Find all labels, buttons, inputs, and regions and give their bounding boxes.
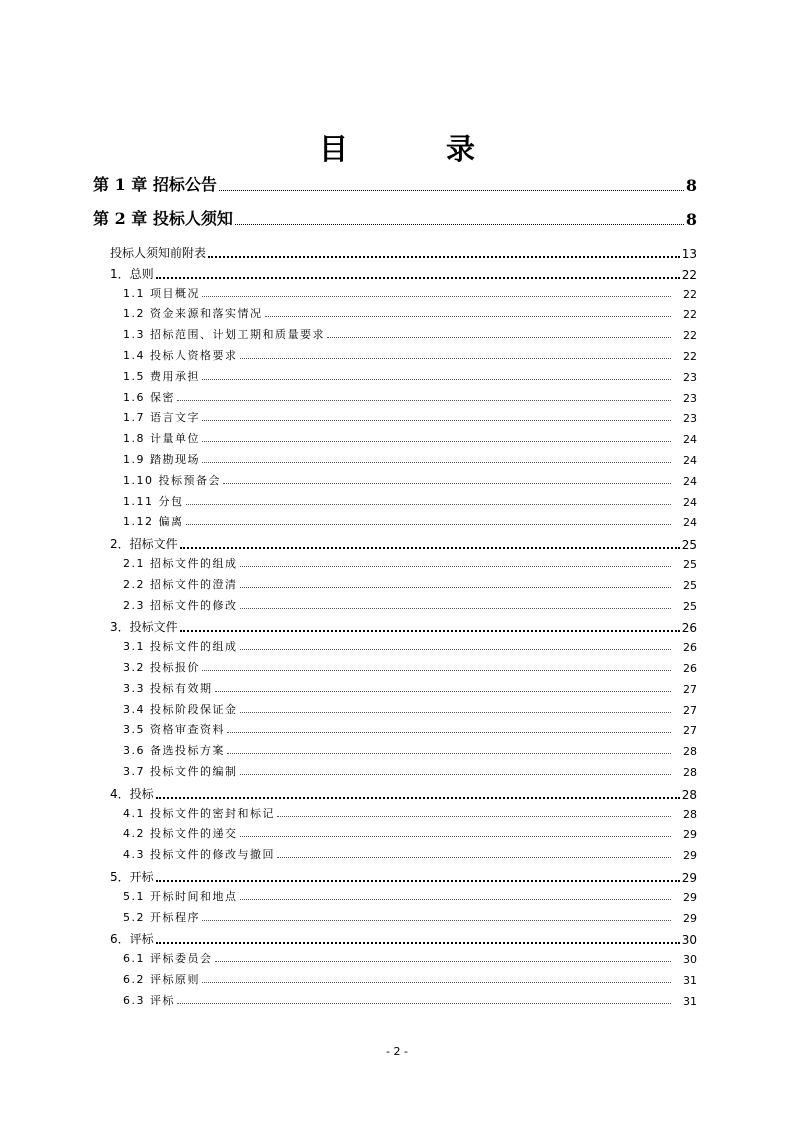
toc-section-entry[interactable] bbox=[110, 264, 697, 282]
toc-page-number: 29 bbox=[683, 890, 697, 904]
toc-section-entry[interactable] bbox=[110, 929, 697, 947]
toc-chapter-label: 第 1 章 招标公告 bbox=[93, 175, 217, 194]
dot-leader bbox=[240, 712, 672, 713]
toc-subsection-entry[interactable] bbox=[123, 597, 697, 613]
dot-leader bbox=[219, 190, 684, 191]
toc-entry-label: 3.3 投标有效期 bbox=[123, 681, 213, 695]
toc-page-number: 22 bbox=[683, 308, 697, 322]
toc-page-number: 29 bbox=[683, 828, 697, 842]
toc-entry-label: 1.1 项目概况 bbox=[123, 286, 200, 300]
toc-page-number: 29 bbox=[681, 871, 697, 885]
toc-entry-label: 2.1 招标文件的组成 bbox=[123, 557, 238, 570]
dot-leader bbox=[186, 524, 672, 525]
toc-entry-label: 5．开标 bbox=[110, 870, 154, 884]
toc-subsection-entry[interactable] bbox=[123, 451, 697, 467]
dot-leader bbox=[240, 649, 672, 650]
toc-entry-label: 4.3 投标文件的修改与撤回 bbox=[123, 848, 275, 862]
toc-entry-label: 4.2 投标文件的递交 bbox=[123, 827, 238, 841]
toc-subsection-entry[interactable] bbox=[123, 472, 697, 488]
toc-entry-label: 1．总则 bbox=[110, 266, 154, 281]
dot-leader bbox=[156, 942, 680, 944]
toc-entry-label: 6．评标 bbox=[110, 932, 154, 947]
toc-subsection-entry[interactable] bbox=[123, 555, 697, 571]
toc-page-number: 28 bbox=[683, 766, 697, 779]
toc-page-number: 29 bbox=[683, 911, 697, 925]
dot-leader bbox=[186, 504, 672, 505]
toc-page-number: 8 bbox=[685, 176, 697, 195]
toc-section-entry[interactable] bbox=[110, 867, 697, 885]
toc-subsection-entry[interactable] bbox=[123, 409, 697, 425]
dot-leader bbox=[180, 547, 680, 549]
toc-entry-label: 4．投标 bbox=[110, 786, 154, 801]
toc-section-entry[interactable] bbox=[110, 784, 697, 802]
toc-section-entry[interactable] bbox=[110, 617, 697, 635]
toc-page-number: 24 bbox=[683, 474, 697, 488]
toc-entry-label: 1.4 投标人资格要求 bbox=[123, 349, 238, 362]
toc-entry-label: 6.3 评标 bbox=[123, 993, 175, 1007]
page-number-footer: - 2 - bbox=[386, 1045, 408, 1058]
dot-leader bbox=[202, 982, 671, 983]
dot-leader bbox=[180, 630, 680, 632]
toc-subsection-entry[interactable] bbox=[123, 638, 697, 654]
toc-subsection-entry[interactable] bbox=[123, 513, 697, 529]
toc-page-number: 25 bbox=[681, 538, 697, 553]
dot-leader bbox=[240, 836, 672, 837]
toc-page-number: 26 bbox=[683, 662, 697, 675]
toc-entry-label: 3.6 备选投标方案 bbox=[123, 744, 225, 758]
dot-leader bbox=[240, 358, 672, 359]
toc-page-number: 28 bbox=[683, 745, 697, 759]
toc-entry-label: 3.4 投标阶段保证金 bbox=[123, 702, 238, 716]
dot-leader bbox=[202, 441, 671, 442]
dot-leader bbox=[240, 899, 672, 900]
toc-subsection-entry[interactable] bbox=[123, 992, 697, 1008]
dot-leader bbox=[202, 420, 671, 421]
dot-leader bbox=[202, 296, 671, 297]
toc-entry-label: 6.2 评标原则 bbox=[123, 973, 200, 986]
toc-subsection-entry[interactable] bbox=[123, 888, 697, 904]
toc-page-number: 24 bbox=[683, 433, 697, 447]
toc-entry-label: 1.6 保密 bbox=[123, 390, 175, 404]
toc-entry-label: 6.1 评标委员会 bbox=[123, 952, 213, 966]
toc-entry-label: 1.9 踏勘现场 bbox=[123, 453, 200, 466]
dot-leader bbox=[177, 1003, 671, 1004]
toc-chapter-label: 第 2 章 投标人须知 bbox=[93, 209, 233, 228]
toc-entry-label: 1.10 投标预备会 bbox=[123, 473, 221, 487]
toc-subsection-entry[interactable] bbox=[123, 680, 697, 696]
toc-page-number: 26 bbox=[681, 621, 697, 636]
toc-chapter-2[interactable] bbox=[93, 205, 697, 229]
dot-leader bbox=[227, 732, 671, 733]
toc-page-number: 25 bbox=[683, 599, 697, 613]
toc-entry-label: 1.8 计量单位 bbox=[123, 432, 200, 446]
toc-subsection-entry[interactable] bbox=[123, 493, 697, 509]
toc-page-number: 28 bbox=[683, 807, 697, 821]
toc-entry-label: 1.7 语言文字 bbox=[123, 411, 200, 425]
dot-leader bbox=[156, 797, 680, 799]
toc-page-number: 27 bbox=[683, 724, 697, 738]
toc-page-number: 30 bbox=[681, 933, 697, 948]
toc-entry-label: 投标人须知前附表 bbox=[110, 246, 207, 260]
toc-page-number: 25 bbox=[683, 578, 697, 592]
toc-subsection-entry[interactable] bbox=[123, 389, 697, 405]
toc-page-number: 22 bbox=[683, 287, 697, 301]
toc-title: 目 录 bbox=[318, 132, 520, 166]
dot-leader bbox=[265, 316, 672, 317]
toc-entry-label: 5.2 开标程序 bbox=[123, 910, 200, 924]
toc-entry-label: 3.2 投标报价 bbox=[123, 661, 200, 674]
toc-entry-label: 3.1 投标文件的组成 bbox=[123, 640, 238, 654]
toc-entry-label: 1.11 分包 bbox=[123, 494, 184, 508]
dot-leader bbox=[202, 920, 671, 921]
dot-leader bbox=[208, 256, 680, 258]
dot-leader bbox=[177, 400, 671, 401]
toc-subsection-entry[interactable] bbox=[123, 576, 697, 592]
dot-leader bbox=[156, 880, 680, 882]
toc-subsection-entry[interactable] bbox=[123, 326, 697, 342]
toc-page-number: 30 bbox=[683, 953, 697, 967]
toc-entry-label: 2．招标文件 bbox=[110, 537, 178, 552]
toc-section-entry[interactable] bbox=[110, 243, 697, 261]
toc-subsection-entry[interactable] bbox=[123, 368, 697, 384]
dot-leader bbox=[240, 587, 672, 588]
dot-leader bbox=[327, 337, 671, 338]
toc-page-number: 31 bbox=[683, 974, 697, 987]
dot-leader bbox=[215, 691, 672, 692]
toc-page-number: 24 bbox=[683, 495, 697, 509]
dot-leader bbox=[235, 224, 684, 225]
toc-subsection-entry[interactable] bbox=[123, 971, 697, 987]
toc-page-number: 26 bbox=[683, 641, 697, 655]
toc-subsection-entry[interactable] bbox=[123, 909, 697, 925]
toc-page-number: 24 bbox=[683, 516, 697, 530]
toc-subsection-entry[interactable] bbox=[123, 285, 697, 301]
toc-entry-label: 3.5 资格审查资料 bbox=[123, 723, 225, 737]
dot-leader bbox=[202, 379, 671, 380]
toc-page-number: 13 bbox=[681, 247, 697, 261]
toc-page-number: 27 bbox=[683, 682, 697, 696]
dot-leader bbox=[277, 857, 671, 858]
toc-entry-label: 2.3 招标文件的修改 bbox=[123, 598, 238, 612]
dot-leader bbox=[202, 670, 671, 671]
toc-entry-label: 5.1 开标时间和地点 bbox=[123, 889, 238, 903]
toc-subsection-entry[interactable] bbox=[123, 430, 697, 446]
toc-page-number: 25 bbox=[683, 558, 697, 571]
dot-leader bbox=[277, 816, 671, 817]
toc-chapter-1[interactable] bbox=[93, 171, 697, 195]
toc-entry-label: 1.5 费用承担 bbox=[123, 369, 200, 383]
toc-page-number: 28 bbox=[681, 787, 697, 802]
dot-leader bbox=[240, 608, 672, 609]
toc-entry-label: 1.12 偏离 bbox=[123, 515, 184, 529]
toc-subsection-entry[interactable] bbox=[123, 825, 697, 841]
dot-leader bbox=[215, 961, 672, 962]
dot-leader bbox=[202, 462, 671, 463]
toc-page-number: 8 bbox=[685, 210, 697, 229]
dot-leader bbox=[240, 566, 672, 567]
toc-subsection-entry[interactable] bbox=[123, 763, 697, 779]
toc-page-number: 22 bbox=[683, 329, 697, 343]
toc-page-number: 23 bbox=[683, 391, 697, 405]
toc-page-number: 29 bbox=[683, 849, 697, 863]
toc-section-entry[interactable] bbox=[110, 534, 697, 552]
toc-page-number: 23 bbox=[683, 370, 697, 384]
toc-subsection-entry[interactable] bbox=[123, 701, 697, 717]
toc-entry-label: 2.2 招标文件的澄清 bbox=[123, 577, 238, 591]
toc-entry-label: 3.7 投标文件的编制 bbox=[123, 765, 238, 778]
toc-subsection-entry[interactable] bbox=[123, 846, 697, 862]
toc-subsection-entry[interactable] bbox=[123, 659, 697, 675]
dot-leader bbox=[227, 753, 671, 754]
dot-leader bbox=[223, 483, 671, 484]
toc-page-number: 22 bbox=[681, 267, 697, 282]
toc-subsection-entry[interactable] bbox=[123, 305, 697, 321]
toc-entry-label: 1.3 招标范围、计划工期和质量要求 bbox=[123, 328, 325, 342]
dot-leader bbox=[156, 277, 680, 279]
toc-page-number: 22 bbox=[683, 350, 697, 363]
toc-page-number: 27 bbox=[683, 703, 697, 717]
toc-subsection-entry[interactable] bbox=[123, 950, 697, 966]
toc-subsection-entry[interactable] bbox=[123, 805, 697, 821]
toc-entry-label: 3．投标文件 bbox=[110, 620, 178, 635]
toc-page-number: 23 bbox=[683, 412, 697, 426]
toc-page-number: 24 bbox=[683, 454, 697, 467]
toc-subsection-entry[interactable] bbox=[123, 347, 697, 363]
toc-entry-label: 1.2 资金来源和落实情况 bbox=[123, 307, 263, 321]
toc-page-number: 31 bbox=[683, 994, 697, 1008]
toc-subsection-entry[interactable] bbox=[123, 721, 697, 737]
dot-leader bbox=[240, 774, 672, 775]
toc-subsection-entry[interactable] bbox=[123, 742, 697, 758]
toc-entry-label: 4.1 投标文件的密封和标记 bbox=[123, 806, 275, 820]
